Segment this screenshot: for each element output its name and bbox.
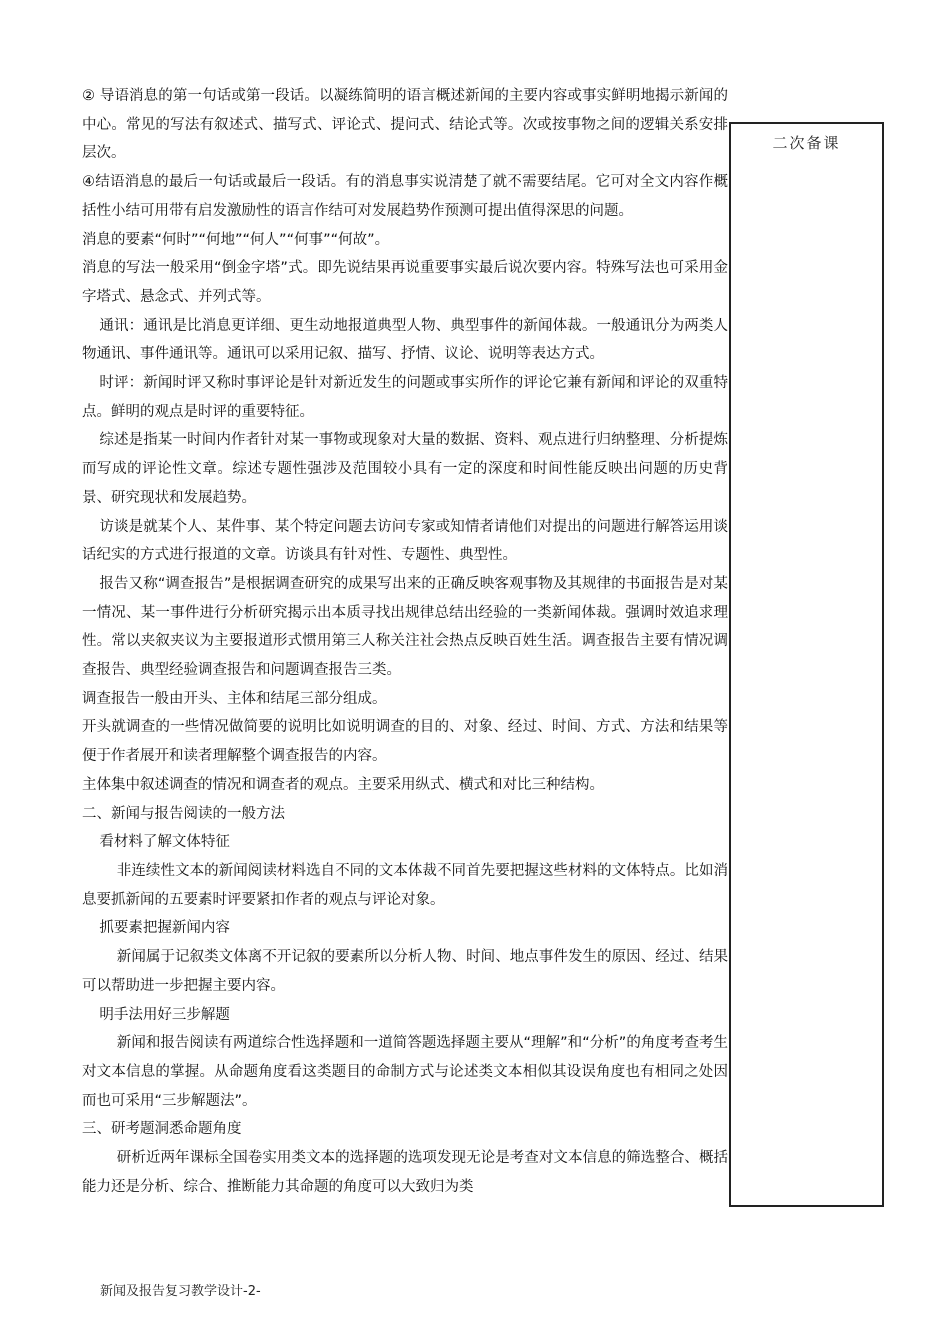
body-paragraph: 访谈是就某个人、某件事、某个特定问题去访问专家或知情者请他们对提出的问题进行解答运用谈话纪实的方式进行报道的文章。访谈具有针对性、专题性、典型性。 [82, 518, 728, 564]
secondary-lesson-prep-box [729, 122, 884, 1207]
body-paragraph: 三、研考题洞悉命题角度 [82, 1121, 242, 1138]
body-paragraph: 非连续性文本的新闻阅读材料选自不同的文本体裁不同首先要把握这些材料的文体特点。比如消息要抓新闻的五要素时评要紧扣作者的观点与评论对象。 [82, 862, 728, 908]
page-footer: 新闻及报告复习教学设计-2- [100, 1284, 261, 1299]
body-paragraph: 通讯：通讯是比消息更详细、更生动地报道典型人物、典型事件的新闻体裁。一般通讯分为两类人物通讯、事件通讯等。通讯可以采用记叙、描写、抒情、议论、说明等表达方式。 [82, 317, 728, 363]
body-paragraph: 新闻和报告阅读有两道综合性选择题和一道简答题选择题主要从“理解”和“分析”的角度考查考生对文本信息的掌握。从命题角度看这类题目的命制方式与论述类文本相似其设误角度也有相同之处因而也可采用“三步解题法”。 [82, 1035, 728, 1109]
body-paragraph: 调查报告一般由开头、主体和结尾三部分组成。 [82, 690, 387, 707]
body-paragraph: 二、新闻与报告阅读的一般方法 [82, 805, 285, 822]
side-panel-title: 二次备课 [772, 134, 841, 152]
body-paragraph: 主体集中叙述调查的情况和调查者的观点。主要采用纵式、横式和对比三种结构。 [82, 776, 604, 793]
body-paragraph: 明手法用好三步解题 [99, 1006, 230, 1023]
body-paragraph: 消息的写法一般采用“倒金字塔”式。即先说结果再说重要事实最后说次要内容。特殊写法也可采用金字塔式、悬念式、并列式等。 [82, 260, 728, 305]
body-paragraph: 报告又称“调查报告”是根据调查研究的成果写出来的正确反映客观事物及其规律的书面报告是对某一情况、某一事件进行分析研究揭示出本质寻找出规律总结出经验的一类新闻体裁。强调时效追求理性。常以夹叙夹议为主要报道形式惯用第三人称关注社会热点反映百姓生活。调查报告主要有情况调查报告、典型经验调查报告和问题调查报告三类。 [82, 575, 728, 679]
body-paragraph: 消息的要素“何时”“何地”“何人”“何事”“何故”。 [82, 231, 390, 248]
body-paragraph: 看材料了解文体特征 [99, 834, 230, 851]
body-paragraph: 抓要素把握新闻内容 [99, 920, 230, 937]
body-paragraph: ② 导语消息的第一句话或第一段话。以凝练简明的语言概述新闻的主要内容或事实鲜明地揭示新闻的中心。常见的写法有叙述式、描写式、评论式、提问式、结论式等。次或按事物之间的逻辑关系安排层次。 [82, 88, 728, 162]
body-paragraph: ④结语消息的最后一句话或最后一段话。有的消息事实说清楚了就不需要结尾。它可对全文内容作概括性小结可用带有启发激励性的语言作结可对发展趋势作预测可提出值得深思的问题。 [82, 174, 728, 219]
body-paragraph: 开头就调查的一些情况做简要的说明比如说明调查的目的、对象、经过、时间、方式、方法和结果等便于作者展开和读者理解整个调查报告的内容。 [82, 719, 728, 765]
body-paragraph: 时评：新闻时评又称时事评论是针对新近发生的问题或事实所作的评论它兼有新闻和评论的双重特点。鲜明的观点是时评的重要特征。 [82, 375, 728, 420]
body-paragraph: 新闻属于记叙类文体离不开记叙的要素所以分析人物、时间、地点事件发生的原因、经过、结果可以帮助进一步把握主要内容。 [82, 949, 728, 994]
main-text-column [82, 82, 728, 1201]
body-paragraph: 综述是指某一时间内作者针对某一事物或现象对大量的数据、资料、观点进行归纳整理、分析提炼而写成的评论性文章。综述专题性强涉及范围较小具有一定的深度和时间性能反映出问题的历史背景、研究现状和发展趋势。 [82, 432, 728, 506]
body-paragraph: 研析近两年课标全国卷实用类文本的选择题的选项发现无论是考查对文本信息的筛选整合、概括能力还是分析、综合、推断能力其命题的角度可以大致归为类 [82, 1150, 728, 1195]
